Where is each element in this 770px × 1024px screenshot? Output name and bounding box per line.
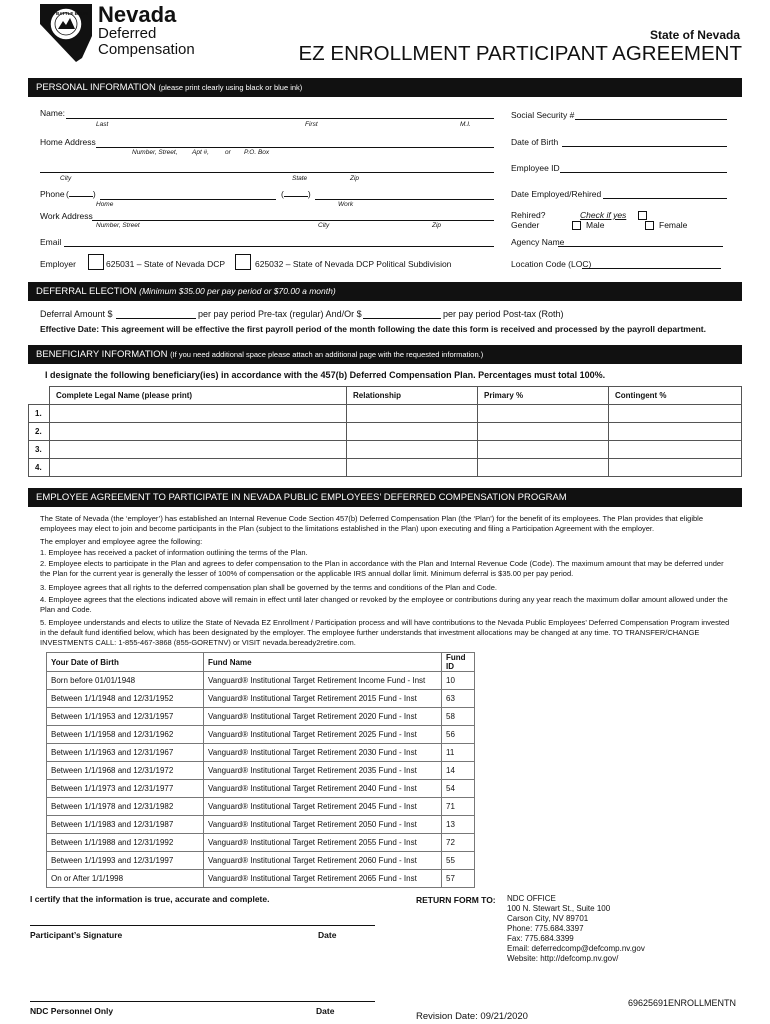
certify-text: I certify that the information is true, accurate and complete. [30,894,270,904]
fund-id-cell: 58 [442,708,475,726]
beneficiary-name-cell[interactable] [50,441,347,459]
date-employed-field[interactable] [603,198,727,199]
fund-row [47,780,475,798]
rehired-checkbox[interactable] [638,211,647,220]
beneficiary-primary-cell[interactable] [478,405,609,423]
posttax-amount-field[interactable] [363,318,441,319]
home-street-hint: Number, Street, [132,149,178,156]
signature-field[interactable] [30,925,375,926]
ndc-date-label: Date [316,1006,335,1016]
beneficiary-title: BENEFICIARY INFORMATION [36,349,168,360]
phone-work-paren: ( ) [281,189,311,199]
logo [36,2,226,64]
zip-hint: Zip [350,175,360,182]
beneficiary-col-name: Complete Legal Name (please print) [50,387,347,405]
employee-id-field[interactable] [560,172,727,173]
work-zip-hint: Zip [432,222,442,229]
fund-table [46,652,475,888]
table-row [29,441,742,459]
table-row [29,423,742,441]
gender-male-checkbox[interactable] [572,221,581,230]
city-state-zip-field[interactable] [40,172,494,173]
beneficiary-relationship-cell[interactable] [347,423,478,441]
phone-home-paren: ( ) [66,189,96,199]
fund-name-cell: Vanguard® Institutional Target Retirement 2030 Fund - Inst [204,744,442,762]
home-pobox-hint: P.O. Box [244,149,270,156]
date-employed-label: Date Employed/Rehired [511,189,602,199]
beneficiary-primary-cell[interactable] [478,423,609,441]
employer-625031-checkbox[interactable] [88,254,104,270]
fund-dob-cell: Between 1/1/1953 and 12/31/1957 [47,708,204,726]
phone-work-hint: Work [338,201,354,208]
gender-label: Gender [511,220,540,230]
fund-dob-cell: Between 1/1/1968 and 12/31/1972 [47,762,204,780]
employer-625032-checkbox[interactable] [235,254,251,270]
fund-name-cell: Vanguard® Institutional Target Retirement Income Fund - Inst [204,672,442,690]
agreement-para1: The State of Nevada (the ‘employer’) has established an Internal Revenue Code Section 457(b) Deferred Compensation Plan (the ‘Plan’) for the benefit of its employees. The Plan provides that eligible employees may elect to join and become participants in the Plan (subject to the limitations established in the Plan) upon executing and filing a Participation Agreement with the employer. [40,514,704,533]
location-code-label: Location Code (LOC) [511,259,592,269]
dob-field[interactable] [562,146,727,147]
pretax-amount-field[interactable] [116,318,196,319]
home-apt-hint: Apt #, [192,149,209,156]
beneficiary-contingent-cell[interactable] [609,459,742,477]
fund-id-cell: 13 [442,816,475,834]
fund-name-cell: Vanguard® Institutional Target Retirement 2015 Fund - Inst [204,690,442,708]
page-title: EZ ENROLLMENT PARTICIPANT AGREEMENT [298,42,742,65]
work-address-field[interactable] [92,220,494,221]
rehired-label: Rehired? [511,210,546,220]
personal-info-header [28,78,742,97]
employer-625031-label: 625031 – State of Nevada DCP [106,259,226,269]
work-address-label: Work Address [40,211,93,221]
fund-dob-cell: Between 1/1/1973 and 12/31/1977 [47,780,204,798]
fund-row [47,744,475,762]
fund-dob-cell: On or After 1/1/1998 [47,870,204,888]
beneficiary-relationship-cell[interactable] [347,441,478,459]
fund-header-row [47,653,475,672]
row-number: 4. [29,459,50,477]
location-code-field[interactable] [582,268,721,269]
return-form-label: RETURN FORM TO: [416,895,496,905]
agency-name-label: Agency Name [511,237,565,247]
agency-name-field[interactable] [558,246,723,247]
employer-label: Employer [40,259,76,269]
fund-row [47,690,475,708]
fund-id-cell: 72 [442,834,475,852]
row-number: 3. [29,441,50,459]
beneficiary-note: (If you need additional space please attach an additional page with the requested information.) [170,350,484,359]
logo-seal-text: BATTLE BORN [56,11,88,16]
revision-date: Revision Date: 09/21/2020 [416,1011,528,1022]
fund-name-cell: Vanguard® Institutional Target Retirement 2025 Fund - Inst [204,726,442,744]
agreement-item1: 1. Employee has received a packet of information outlining the terms of the Plan. [40,548,308,557]
fund-table-body [47,672,475,888]
ssn-label: Social Security # [511,110,575,120]
logo-word-compensation: Compensation [98,41,195,58]
beneficiary-col-contingent: Contingent % [609,387,742,405]
fund-id-cell: 55 [442,852,475,870]
state-hint: State [292,175,308,182]
deferral-amount-label: Deferral Amount $ [40,309,113,319]
fund-id-cell: 10 [442,672,475,690]
personal-info-note: (please print clearly using black or blue ink) [158,83,303,92]
fund-name-cell: Vanguard® Institutional Target Retirement 2055 Fund - Inst [204,834,442,852]
ndc-personnel-field[interactable] [30,1001,375,1002]
beneficiary-name-cell[interactable] [50,405,347,423]
row-number: 1. [29,405,50,423]
fund-name-cell: Vanguard® Institutional Target Retirement 2065 Fund - Inst [204,870,442,888]
fund-row [47,816,475,834]
fund-row [47,672,475,690]
return-address [507,894,645,964]
check-if-yes-label: Check if yes [580,210,627,220]
name-mi-hint: M.I. [460,121,471,128]
return-line: Carson City, NV 89701 [507,914,589,923]
beneficiary-header [28,345,742,364]
name-label: Name: [40,108,66,118]
home-address-field[interactable] [96,147,494,148]
fund-id-cell: 57 [442,870,475,888]
row-number: 2. [29,423,50,441]
gender-female-checkbox[interactable] [645,221,654,230]
beneficiary-corner [29,387,50,405]
city-hint: City [60,175,72,182]
return-line: Email: deferredcomp@defcomp.nv.gov [507,944,645,953]
phone-home-field[interactable] [100,199,276,200]
fund-row [47,852,475,870]
phone-home-hint: Home [96,201,114,208]
fund-row [47,798,475,816]
home-address-label: Home Address [40,137,96,147]
fund-id-cell: 14 [442,762,475,780]
agreement-item3: 3. Employee agrees that all rights to the deferred compensation plan shall be governed by the terms and conditions of the Plan and Code. [40,583,497,592]
agreement-item2: 2. Employee elects to participate in the Plan and agrees to defer compensation to the Plan in accordance with the Plan and Internal Revenue Code (Code). The maximum amount that may be deferred under the Plan for the current year is generally the lesser of 100% of compensation or the applicable IRS annual dollar limit. Minimum deferral is $35.00 per pay period. [40,559,724,578]
fund-name-cell: Vanguard® Institutional Target Retirement 2035 Fund - Inst [204,762,442,780]
return-line: Website: http://defcomp.nv.gov/ [507,954,619,963]
fund-name-cell: Vanguard® Institutional Target Retirement 2060 Fund - Inst [204,852,442,870]
phone-label: Phone [40,189,65,199]
fund-name-cell: Vanguard® Institutional Target Retirement 2050 Fund - Inst [204,816,442,834]
fund-row [47,834,475,852]
fund-row [47,870,475,888]
deferral-note: (Minimum $35.00 per pay period or $70.00 a month) [139,286,336,296]
employee-id-label: Employee ID [511,163,560,173]
name-first-hint: First [305,121,318,128]
agreement-title: EMPLOYEE AGREEMENT TO PARTICIPATE IN NEVADA PUBLIC EMPLOYEES’ DEFERRED COMPENSATION PROGRAM [36,492,567,503]
ssn-field[interactable] [575,119,727,120]
fund-dob-cell: Between 1/1/1983 and 12/31/1987 [47,816,204,834]
document-id: 69625691ENROLLMENTN [628,998,737,1008]
beneficiary-intro: I designate the following beneficiary(ies) in accordance with the 457(b) Deferred Compensation Plan. Percentages must total 100%. [45,370,606,380]
deferral-header [28,282,742,301]
posttax-label: per pay period Post-tax (Roth) [443,309,564,319]
beneficiary-name-cell[interactable] [50,423,347,441]
table-row [29,459,742,477]
name-last-hint: Last [96,121,109,128]
work-city-hint: City [318,222,330,229]
name-field[interactable] [66,118,494,119]
ndc-personnel-label: NDC Personnel Only [30,1006,114,1016]
fund-row [47,726,475,744]
beneficiary-relationship-cell[interactable] [347,459,478,477]
beneficiary-contingent-cell[interactable] [609,423,742,441]
employer-625032-label: 625032 – State of Nevada DCP Political Subdivision [255,259,452,269]
fund-col-name: Fund Name [204,653,442,672]
beneficiary-table [28,386,742,477]
return-line: 100 N. Stewart St., Suite 100 [507,904,611,913]
fund-row [47,762,475,780]
agreement-item5: 5. Employee understands and elects to utilize the State of Nevada EZ Enrollment / Participation process and will have contributions to the Nevada Public Employees’ Deferred Compensation Program invested in the default fund identified below, which has been designated by the employer. The employee further understands that investment allocations may be changed at any time. TO TRANSFER/CHANGE INVESTMENTS CALL: 1-855-467-3868 (855-GORETNV) or VISIT nevada.beready2retire.com. [40,618,730,647]
beneficiary-primary-cell[interactable] [478,459,609,477]
email-label: Email [40,237,62,247]
beneficiary-col-relationship: Relationship [347,387,478,405]
fund-id-cell: 11 [442,744,475,762]
return-line: Phone: 775.684.3397 [507,924,584,933]
phone-work-field[interactable] [315,199,494,200]
personal-info-title: PERSONAL INFORMATION [36,82,156,93]
fund-dob-cell: Between 1/1/1988 and 12/31/1992 [47,834,204,852]
beneficiary-name-cell[interactable] [50,459,347,477]
home-or-hint: or [225,149,231,156]
beneficiary-contingent-cell[interactable] [609,405,742,423]
fund-dob-cell: Between 1/1/1993 and 12/31/1997 [47,852,204,870]
fund-name-cell: Vanguard® Institutional Target Retirement 2040 Fund - Inst [204,780,442,798]
agreement-para2: The employer and employee agree the following: [40,537,203,546]
pretax-label: per pay period Pre-tax (regular) And/Or $ [198,309,362,319]
fund-col-id: Fund ID [442,653,475,672]
table-row [29,405,742,423]
signature-label: Participant’s Signature [30,930,123,940]
fund-dob-cell: Between 1/1/1963 and 12/31/1967 [47,744,204,762]
beneficiary-header-row [29,387,742,405]
fund-id-cell: 56 [442,726,475,744]
beneficiary-col-primary: Primary % [478,387,609,405]
gender-female-label: Female [659,220,688,230]
logo-word-deferred: Deferred [98,25,157,42]
fund-row [47,708,475,726]
agreement-header [28,488,742,507]
logo-word-nevada: Nevada [98,2,177,27]
fund-dob-cell: Born before 01/01/1948 [47,672,204,690]
signature-date-label: Date [318,930,337,940]
fund-col-dob: Your Date of Birth [47,653,204,672]
agreement-item4: 4. Employee agrees that the elections indicated above will remain in effect until later changed or revoked by the employee or contributions during any year reach the maximum dollar amount allowed under the Plan and Code. [40,595,728,614]
dob-label: Date of Birth [511,137,559,147]
beneficiary-primary-cell[interactable] [478,441,609,459]
fund-dob-cell: Between 1/1/1948 and 12/31/1952 [47,690,204,708]
beneficiary-contingent-cell[interactable] [609,441,742,459]
fund-id-cell: 63 [442,690,475,708]
state-label: State of Nevada [649,28,740,42]
beneficiary-relationship-cell[interactable] [347,405,478,423]
fund-name-cell: Vanguard® Institutional Target Retirement 2045 Fund - Inst [204,798,442,816]
gender-male-label: Male [586,220,605,230]
effective-date-text: Effective Date: This agreement will be effective the first payroll period of the month following the date this form is received and processed by the payroll department. [40,324,706,334]
fund-dob-cell: Between 1/1/1978 and 12/31/1982 [47,798,204,816]
fund-dob-cell: Between 1/1/1958 and 12/31/1962 [47,726,204,744]
return-line: Fax: 775.684.3399 [507,934,574,943]
deferral-title: DEFERRAL ELECTION [36,286,137,297]
work-street-hint: Number, Street [96,222,140,229]
fund-name-cell: Vanguard® Institutional Target Retirement 2020 Fund - Inst [204,708,442,726]
return-line: NDC OFFICE [507,894,556,903]
fund-id-cell: 54 [442,780,475,798]
email-field[interactable] [64,246,494,247]
fund-id-cell: 71 [442,798,475,816]
